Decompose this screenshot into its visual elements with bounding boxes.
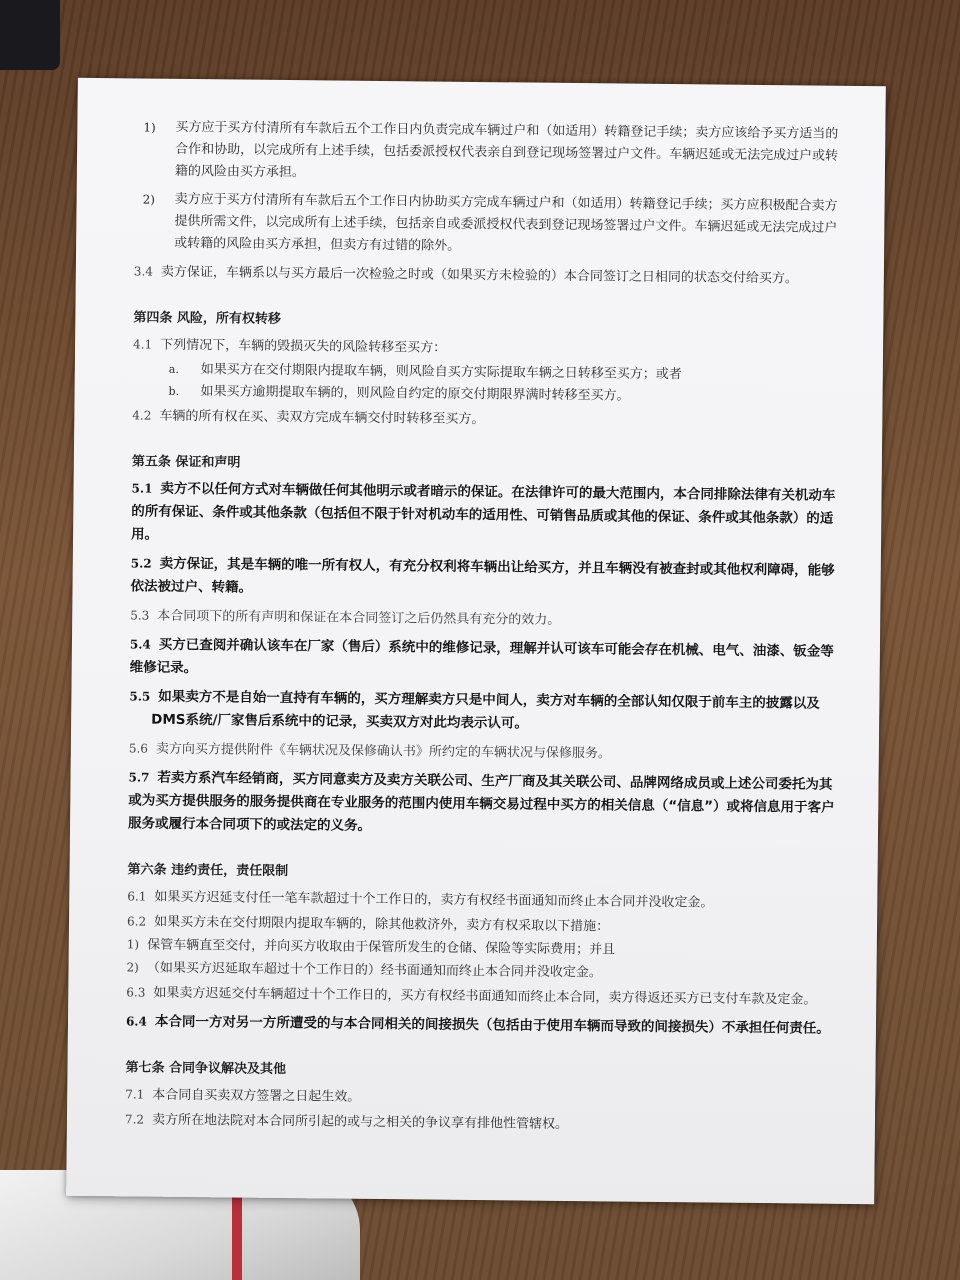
clause-text: （如果买方迟延取车超过十个工作日的）经书面通知而终止本合同并没收定金。 bbox=[146, 960, 602, 981]
clause-text: 如果买方逾期提取车辆的，则风险自约定的原交付期限界满时转移至买方。 bbox=[200, 384, 630, 404]
clause-number: 5.7 bbox=[128, 770, 150, 785]
clause-text: 卖方所在地法院对本合同所引起的或与之相关的争议享有排他性管辖权。 bbox=[151, 1112, 569, 1132]
section-5-title: 第五条 保证和声明 bbox=[131, 454, 241, 471]
clause-number: 5.4 bbox=[129, 637, 151, 652]
clause-text: 若卖方系汽车经销商，买方同意卖方及卖方关联公司、生产厂商及其关联公司、品牌网络成员或上述公司委托为其或为买方提供服务的服务提供商在专业服务的范围内使用车辆交易过程中买方的相关信息（“信息”）或将信息用于客户服务或履行本合同项下的或法定的义务。 bbox=[127, 769, 835, 834]
clause-text: 卖方向买方提供附件《车辆状况及保修确认书》所约定的车辆状况与保修服务。 bbox=[155, 741, 612, 762]
clause-5-1 bbox=[131, 477, 842, 553]
clause-text: 买方已查阅并确认该车在厂家（售后）系统中的维修记录，理解并认可该车可能会存在机械、电气、油漆、钣金等维修记录。 bbox=[129, 636, 834, 677]
clause-4-2 bbox=[132, 404, 842, 434]
clause-text: 如果卖方迟延交付车辆超过十个工作日的，买方有权经书面通知而终止本合同，卖方得返还买方已支付车款及定金。 bbox=[153, 985, 817, 1008]
clause-6-3 bbox=[126, 981, 836, 1011]
clause-5-4 bbox=[130, 633, 840, 686]
clause-number: 5.2 bbox=[130, 556, 152, 571]
clause-number: 6.3 bbox=[126, 985, 146, 1000]
clause-number: 3.4 bbox=[133, 264, 154, 279]
clause-number: 5.1 bbox=[131, 481, 153, 496]
clause-text: 车辆的所有权在买、卖双方完成车辆交付时转移至买方。 bbox=[159, 408, 485, 428]
clause-number: 7.1 bbox=[125, 1087, 145, 1102]
clause-text: 卖方不以任何方式对车辆做任何其他明示或者暗示的保证。在法律许可的最大范围内，本合同排除法律有关机动车的所有保证、条件或其他条款（包括但不限于针对机动车的适用性、可销售品质或其他的保证、条件或其他条款）的适用。 bbox=[131, 480, 836, 543]
clause-3-3-1 bbox=[135, 116, 846, 189]
clause-text: 本合同自买卖双方签署之日起生效。 bbox=[152, 1087, 361, 1105]
clause-5-5 bbox=[129, 685, 839, 738]
clause-text: 卖方保证，车辆系以与买方最后一次检验之时或（如果买方未检验的）本合同签订之日相同的状态交付给买方。 bbox=[160, 264, 798, 287]
clause-number: 2) bbox=[126, 960, 139, 975]
clause-5-7 bbox=[128, 766, 839, 842]
clause-number: 5.6 bbox=[128, 741, 149, 756]
clause-number: 4.2 bbox=[132, 408, 152, 423]
clause-number: 6.1 bbox=[127, 889, 147, 904]
clause-text: 如果卖方不是自始一直持有车辆的，买方理解卖方只是中间人，卖方对车辆的全部认知仅限于前车主的披露以及 bbox=[158, 688, 820, 712]
clause-text: 本合同项下的所有声明和保证在本合同签订之后仍然具有充分的效力。 bbox=[157, 608, 561, 628]
clause-number: 6.4 bbox=[125, 1014, 147, 1029]
clause-number: 5.5 bbox=[129, 689, 151, 704]
clause-number: 2) bbox=[142, 192, 156, 207]
clause-text: 如果买方未在交付期限内提取车辆的，除其他救济外，卖方有权采取以下措施： bbox=[154, 914, 610, 935]
clause-7-2 bbox=[125, 1108, 835, 1138]
desk-corner-object bbox=[0, 0, 60, 70]
cloth-stripe bbox=[232, 1190, 242, 1280]
clause-number: 1) bbox=[126, 937, 140, 952]
clause-6-4 bbox=[126, 1010, 836, 1040]
section-7-title: 第七条 合同争议解决及其他 bbox=[125, 1060, 287, 1078]
section-4-title: 第四条 风险，所有权转移 bbox=[133, 310, 281, 327]
clause-letter: b. bbox=[168, 384, 180, 398]
clause-text: 保管车辆直至交付，并向买方收取由于保管所发生的仓储、保险等实际费用；并且 bbox=[147, 937, 616, 958]
document-body bbox=[125, 116, 846, 1144]
clause-3-4 bbox=[134, 260, 844, 290]
clause-number: 5.3 bbox=[130, 608, 150, 623]
clause-number: 7.2 bbox=[124, 1112, 145, 1127]
clause-text-continued: DMS系统/厂家售后系统中的记录，买卖双方对此均表示认可。 bbox=[151, 711, 529, 732]
clause-text: 买方应于买方付清所有车款后五个工作日内负责完成车辆过户和（如适用）转籍登记手续；卖方应该给予买方适当的合作和协助，以完成所有上述手续，包括委派授权代表亲自到登记现场签署过户文件。车辆迟延或无法完成过户或转籍的风险由买方承担。 bbox=[174, 119, 839, 181]
section-6-title: 第六条 违约责任，责任限制 bbox=[127, 862, 289, 880]
clause-text: 如果买方迟延支付任一笔车款超过十个工作日的，卖方有权经书面通知而终止本合同并没收定金。 bbox=[154, 889, 714, 911]
clause-number: 1) bbox=[143, 120, 156, 135]
clause-letter: a. bbox=[168, 362, 179, 376]
clause-text: 下列情况下，车辆的毁损灭失的风险转移至买方： bbox=[160, 337, 447, 356]
clause-5-3 bbox=[130, 604, 840, 634]
clause-3-3-2 bbox=[134, 188, 845, 261]
clause-5-2 bbox=[130, 552, 840, 605]
clause-number: 6.2 bbox=[126, 914, 147, 929]
document-page bbox=[66, 78, 886, 1204]
clause-5-6 bbox=[129, 737, 839, 767]
clause-text: 卖方保证，其是车辆的唯一所有权人，有充分权利将车辆出让给买方，并且车辆没有被查封或其他权利障碍，能够依法被过户、转籍。 bbox=[130, 555, 835, 596]
clause-text: 本合同一方对另一方所遭受的与本合同相关的间接损失（包括由于使用车辆而导致的间接损失）不承担任何责任。 bbox=[154, 1013, 830, 1037]
clause-text: 卖方应于买方付清所有车款后五个工作日内协助买方完成车辆过户和（如适用）转籍登记手续；买方应积极配合卖方提供所需文件，以完成所有上述手续，包括亲自或委派授权代表到登记现场签署过户文件。车辆迟延或无法完成过户或转籍的风险由买方承担，但卖方有过错的除外。 bbox=[174, 191, 838, 254]
clause-text: 如果买方在交付期限内提取车辆，则风险自买方实际提取车辆之日转移至买方；或者 bbox=[200, 362, 682, 383]
clause-number: 4.1 bbox=[133, 337, 153, 352]
